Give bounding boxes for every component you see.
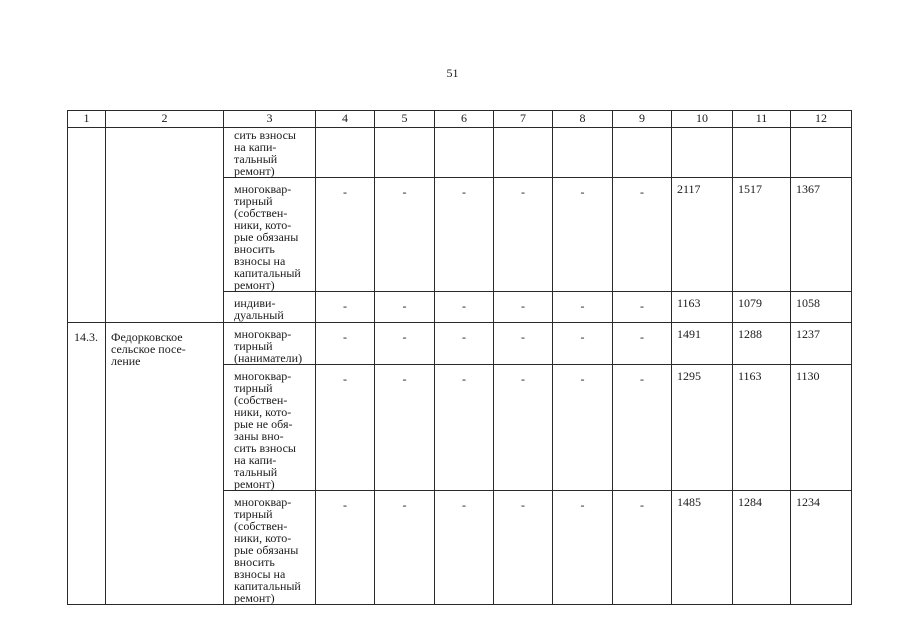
empty-value-cell: - <box>553 323 613 365</box>
housing-type-cell <box>224 292 316 323</box>
header-cell: 5 <box>375 111 435 128</box>
value-cell: 1367 <box>791 178 852 292</box>
housing-type-line: взносы на <box>234 254 286 268</box>
settlement-name-cell <box>106 323 224 605</box>
empty-value-cell: - <box>375 178 435 292</box>
page-number: 51 <box>446 66 459 80</box>
housing-type-line: вносить <box>234 555 275 569</box>
housing-type-line: вносить <box>234 242 275 256</box>
housing-type-line: заны вно- <box>234 429 284 443</box>
empty-value-cell: - <box>375 292 435 323</box>
housing-type-line: на капи- <box>234 453 277 467</box>
empty-value-cell: - <box>435 491 494 605</box>
housing-type-line: индиви- <box>234 296 276 310</box>
housing-type-line: взносы на <box>234 567 286 581</box>
housing-type-line: тирный <box>234 194 273 208</box>
empty-value-cell: - <box>553 292 613 323</box>
header-cell: 8 <box>553 111 613 128</box>
housing-type-line: рые обязаны <box>234 543 299 557</box>
settlement-name-line: Федорковское <box>111 330 183 344</box>
value-cell: 1517 <box>733 178 791 292</box>
housing-type-line: капитальный <box>234 579 301 593</box>
value-cell: 1130 <box>791 365 852 491</box>
empty-value-cell: - <box>435 323 494 365</box>
tariff-table <box>67 110 852 605</box>
header-cell: 11 <box>733 111 791 128</box>
empty-value-cell: - <box>316 323 375 365</box>
empty-value-cell <box>613 128 672 178</box>
housing-type-line: ники, кото- <box>234 531 292 545</box>
housing-type-line: (собствен- <box>234 393 288 407</box>
housing-type-cell <box>224 491 316 605</box>
empty-value-cell: - <box>613 365 672 491</box>
empty-value-cell: - <box>375 323 435 365</box>
header-cell: 4 <box>316 111 375 128</box>
housing-type-line: многоквар- <box>234 369 292 383</box>
empty-value-cell: - <box>316 491 375 605</box>
header-cell: 9 <box>613 111 672 128</box>
table-body <box>68 111 852 605</box>
empty-value-cell: - <box>435 178 494 292</box>
housing-type-cell <box>224 323 316 365</box>
empty-value-cell: - <box>494 178 553 292</box>
empty-value-cell: - <box>435 365 494 491</box>
housing-type-line: дуальный <box>234 308 284 322</box>
housing-type-line: сить взносы <box>234 128 296 142</box>
housing-type-cell <box>224 128 316 178</box>
housing-type-line: ремонт) <box>234 278 275 292</box>
empty-value-cell: - <box>316 365 375 491</box>
value-cell: 1058 <box>791 292 852 323</box>
housing-type-line: сить взносы <box>234 441 296 455</box>
empty-value-cell <box>435 128 494 178</box>
empty-value-cell: - <box>494 292 553 323</box>
housing-type-line: на капи- <box>234 140 277 154</box>
empty-value-cell: - <box>316 178 375 292</box>
value-cell: 1237 <box>791 323 852 365</box>
header-cell: 10 <box>672 111 733 128</box>
empty-value-cell: - <box>494 323 553 365</box>
housing-type-line: (собствен- <box>234 519 288 533</box>
settlement-name-line: сельское посе- <box>111 342 186 356</box>
header-cell: 2 <box>106 111 224 128</box>
empty-value-cell: - <box>553 491 613 605</box>
housing-type-line: тальный <box>234 465 278 479</box>
housing-type-line: многоквар- <box>234 327 292 341</box>
value-cell: 2117 <box>672 178 733 292</box>
row-number-cell: 14.3. <box>68 323 106 605</box>
housing-type-line: тирный <box>234 339 273 353</box>
housing-type-line: рые обязаны <box>234 230 299 244</box>
empty-value-cell: - <box>375 491 435 605</box>
header-cell: 6 <box>435 111 494 128</box>
value-cell: 1163 <box>733 365 791 491</box>
housing-type-line: ники, кото- <box>234 218 292 232</box>
header-cell: 3 <box>224 111 316 128</box>
housing-type-line: капитальный <box>234 266 301 280</box>
housing-type-line: (наниматели) <box>234 351 303 365</box>
value-cell <box>791 128 852 178</box>
housing-type-line: ремонт) <box>234 477 275 491</box>
value-cell <box>733 128 791 178</box>
housing-type-line: ники, кото- <box>234 405 292 419</box>
housing-type-line: рые не обя- <box>234 417 293 431</box>
housing-type-cell <box>224 178 316 292</box>
table-row <box>68 128 852 178</box>
empty-value-cell <box>316 128 375 178</box>
empty-value-cell: - <box>613 491 672 605</box>
empty-value-cell: - <box>375 365 435 491</box>
empty-value-cell <box>553 128 613 178</box>
empty-value-cell: - <box>494 365 553 491</box>
empty-value-cell: - <box>613 292 672 323</box>
empty-value-cell: - <box>316 292 375 323</box>
housing-type-line: тирный <box>234 381 273 395</box>
housing-type-cell <box>224 365 316 491</box>
housing-type-line: многоквар- <box>234 495 292 509</box>
value-cell: 1284 <box>733 491 791 605</box>
settlement-name-cell <box>106 128 224 323</box>
value-cell <box>672 128 733 178</box>
value-cell: 1485 <box>672 491 733 605</box>
header-cell: 1 <box>68 111 106 128</box>
empty-value-cell: - <box>613 178 672 292</box>
housing-type-line: ремонт) <box>234 164 275 178</box>
value-cell: 1295 <box>672 365 733 491</box>
value-cell: 1163 <box>672 292 733 323</box>
empty-value-cell: - <box>553 365 613 491</box>
empty-value-cell: - <box>494 491 553 605</box>
header-cell: 12 <box>791 111 852 128</box>
empty-value-cell <box>494 128 553 178</box>
value-cell: 1079 <box>733 292 791 323</box>
row-number-cell <box>68 128 106 323</box>
value-cell: 1234 <box>791 491 852 605</box>
value-cell: 1288 <box>733 323 791 365</box>
empty-value-cell: - <box>435 292 494 323</box>
housing-type-line: многоквар- <box>234 182 292 196</box>
housing-type-line: ремонт) <box>234 591 275 605</box>
empty-value-cell: - <box>553 178 613 292</box>
empty-value-cell: - <box>613 323 672 365</box>
empty-value-cell <box>375 128 435 178</box>
housing-type-line: тирный <box>234 507 273 521</box>
header-row <box>68 111 852 128</box>
value-cell: 1491 <box>672 323 733 365</box>
table-row <box>68 323 852 365</box>
settlement-name-line: ление <box>111 354 141 368</box>
housing-type-line: тальный <box>234 152 278 166</box>
header-cell: 7 <box>494 111 553 128</box>
housing-type-line: (собствен- <box>234 206 288 220</box>
